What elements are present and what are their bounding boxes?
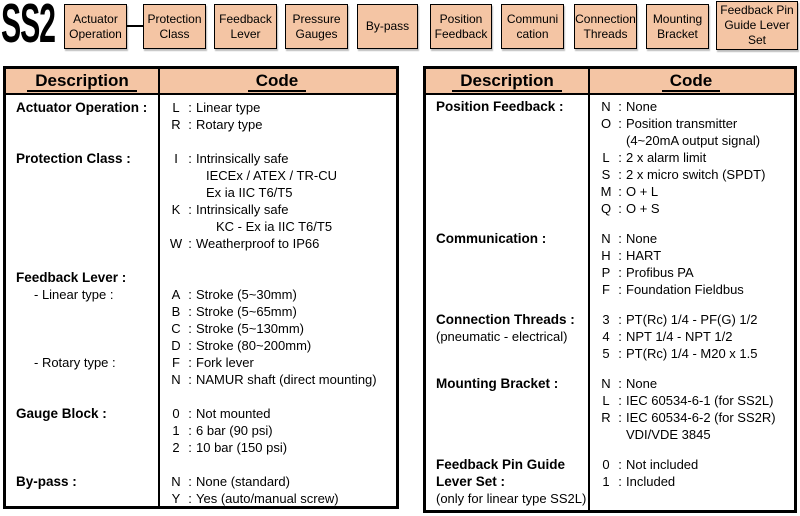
code-meaning-continuation: KC - Ex ia IIC T6/T5 xyxy=(216,219,333,234)
code-meaning: 6 bar (90 psi) xyxy=(196,423,273,438)
flow-box-feedback-pin-guide-lever-set xyxy=(716,1,798,50)
code-letter: N xyxy=(171,372,181,387)
option-group-label: Feedback Pin Guide xyxy=(436,457,566,472)
description-line xyxy=(436,392,588,409)
code-option-line xyxy=(598,132,794,149)
code-meaning: 10 bar (150 psi) xyxy=(196,440,288,455)
colon-separator: : xyxy=(188,151,192,166)
code-letter: F xyxy=(602,282,610,297)
flow-box-label: Set xyxy=(747,33,766,47)
description-line xyxy=(436,183,588,200)
code-option-line xyxy=(598,456,794,473)
flow-box-label: Feedback Pin xyxy=(720,3,794,17)
code-meaning: None (standard) xyxy=(196,474,290,489)
code-meaning: Fork lever xyxy=(196,355,254,370)
description-cell xyxy=(426,456,588,507)
code-meaning: Position transmitter xyxy=(626,116,738,131)
code-letter: L xyxy=(602,150,610,165)
table-body xyxy=(426,95,794,507)
code-option-line xyxy=(168,184,396,201)
connector-dash xyxy=(127,25,143,27)
option-group-label: Actuator Operation : xyxy=(16,100,148,115)
code-cell xyxy=(588,375,794,443)
description-line xyxy=(16,167,158,184)
code-option-line xyxy=(598,426,794,443)
colon-separator: : xyxy=(618,231,622,246)
table-section xyxy=(426,375,794,443)
colon-separator: : xyxy=(188,202,192,217)
code-meaning: Stroke (80~200mm) xyxy=(196,338,312,353)
code-meaning: 2 x alarm limit xyxy=(626,150,707,165)
flow-box-protection-class xyxy=(143,4,206,49)
colon-separator: : xyxy=(618,376,622,391)
colon-separator: : xyxy=(618,457,622,472)
code-meaning: NPT 1/4 - NPT 1/2 xyxy=(626,329,733,344)
code-letter: N xyxy=(171,474,181,489)
code-option-line xyxy=(598,166,794,183)
flow-box-pressure-gauges xyxy=(285,4,348,49)
code-letter: O xyxy=(600,116,612,131)
table-section xyxy=(426,456,794,507)
description-cell xyxy=(6,405,158,456)
code-option-line xyxy=(598,264,794,281)
flow-box-label: Feedback xyxy=(219,11,272,26)
code-option-line xyxy=(598,149,794,166)
code-option-line xyxy=(598,392,794,409)
colon-separator: : xyxy=(188,338,192,353)
code-option-line xyxy=(168,116,396,133)
code-meaning: Foundation Fieldbus xyxy=(626,282,744,297)
flow-box-label: Mounting xyxy=(652,11,703,26)
description-line xyxy=(436,345,588,362)
colon-separator: : xyxy=(618,474,622,489)
code-option-line xyxy=(598,473,794,490)
colon-separator: : xyxy=(618,116,622,131)
colon-separator: : xyxy=(618,150,622,165)
option-group-sublabel: - Linear type : xyxy=(34,287,114,302)
flow-box-label: Position xyxy=(439,11,483,26)
code-letter: S xyxy=(601,167,611,182)
colon-separator: : xyxy=(188,321,192,336)
description-line xyxy=(16,490,158,507)
code-option-line xyxy=(598,247,794,264)
colon-separator: : xyxy=(188,372,192,387)
description-line xyxy=(16,150,158,167)
code-meaning: PT(Rc) 1/4 - PF(G) 1/2 xyxy=(626,312,758,327)
code-cell xyxy=(158,99,396,133)
code-option-line xyxy=(168,439,396,456)
option-group-sublabel: (only for linear type SS2L) xyxy=(436,491,587,506)
code-header: Code xyxy=(158,69,396,93)
description-line xyxy=(16,269,158,286)
code-option-line xyxy=(598,409,794,426)
code-letter: 5 xyxy=(602,346,610,361)
table-section xyxy=(426,230,794,298)
code-meaning-continuation: IECEx / ATEX / TR-CU xyxy=(206,168,337,183)
description-line xyxy=(436,230,588,247)
code-letter: L xyxy=(602,393,610,408)
description-line xyxy=(436,426,588,443)
colon-separator: : xyxy=(188,236,192,251)
code-letter: M xyxy=(600,184,612,199)
colon-separator: : xyxy=(188,100,192,115)
code-meaning: Linear type xyxy=(196,100,261,115)
code-meaning: Intrinsically safe xyxy=(196,151,289,166)
option-group-label: By-pass : xyxy=(16,474,77,489)
description-line xyxy=(436,281,588,298)
code-letter: W xyxy=(169,236,183,251)
description-line xyxy=(436,473,588,490)
table-header-row xyxy=(426,69,794,95)
description-cell xyxy=(6,473,158,507)
option-group-sublabel: (pneumatic - electrical) xyxy=(436,329,568,344)
right-code-table xyxy=(423,66,797,513)
option-group-sublabel: - Rotary type : xyxy=(34,355,116,370)
description-line xyxy=(436,132,588,149)
option-group-label: Feedback Lever : xyxy=(16,270,127,285)
description-line xyxy=(436,409,588,426)
flow-box-label: Bracket xyxy=(657,26,698,41)
code-meaning: None xyxy=(626,231,658,246)
description-line xyxy=(436,328,588,345)
colon-separator: : xyxy=(618,184,622,199)
colon-separator: : xyxy=(188,304,192,319)
code-option-line xyxy=(598,281,794,298)
code-option-line xyxy=(598,200,794,217)
flow-box-communication xyxy=(501,4,564,49)
code-option-line xyxy=(168,235,396,252)
colon-separator: : xyxy=(618,346,622,361)
code-meaning: Stroke (5~30mm) xyxy=(196,287,297,302)
code-meaning: Rotary type xyxy=(196,117,263,132)
column-divider xyxy=(588,69,590,510)
column-divider xyxy=(158,69,160,506)
code-option-line xyxy=(168,201,396,218)
flow-box-label: Actuator xyxy=(73,11,118,26)
flow-box-feedback-lever xyxy=(214,4,277,49)
code-meaning: None xyxy=(626,376,658,391)
option-group-label: Mounting Bracket : xyxy=(436,376,559,391)
colon-separator: : xyxy=(618,201,622,216)
code-letter: N xyxy=(601,376,611,391)
colon-separator: : xyxy=(188,287,192,302)
code-letter: 1 xyxy=(172,423,180,438)
code-option-line xyxy=(168,354,396,371)
description-line xyxy=(436,149,588,166)
option-group-label: Lever Set : xyxy=(436,474,506,489)
table-section xyxy=(426,98,794,217)
code-meaning: Not mounted xyxy=(196,406,271,421)
description-cell xyxy=(426,375,588,443)
colon-separator: : xyxy=(618,282,622,297)
description-line xyxy=(16,286,158,303)
code-meaning: Yes (auto/manual screw) xyxy=(196,491,339,506)
code-option-line xyxy=(598,490,794,507)
code-option-line xyxy=(598,115,794,132)
description-line xyxy=(16,422,158,439)
description-line xyxy=(436,166,588,183)
flow-box-label: Operation xyxy=(69,26,122,41)
code-option-line xyxy=(598,375,794,392)
flow-box-label: Connection xyxy=(575,11,636,26)
code-letter: N xyxy=(601,231,611,246)
code-meaning: Included xyxy=(626,474,676,489)
code-option-line xyxy=(598,230,794,247)
description-line xyxy=(436,115,588,132)
code-meaning: Profibus PA xyxy=(626,265,694,280)
flow-box-label: Threads xyxy=(583,26,628,41)
code-option-line xyxy=(168,286,396,303)
flow-box-mounting-bracket xyxy=(646,4,709,49)
colon-separator: : xyxy=(618,248,622,263)
colon-separator: : xyxy=(618,393,622,408)
description-line xyxy=(16,473,158,490)
code-option-line xyxy=(168,167,396,184)
description-line xyxy=(436,490,588,507)
flow-box-label: By-pass xyxy=(365,19,410,33)
code-letter: Y xyxy=(171,491,181,506)
description-line xyxy=(16,99,158,116)
description-line xyxy=(16,201,158,218)
flow-box-connection-threads xyxy=(574,4,637,49)
flow-box-label: Class xyxy=(159,26,190,41)
description-cell xyxy=(6,269,158,388)
flow-box-label: Protection xyxy=(147,11,202,26)
code-option-line xyxy=(168,218,396,235)
colon-separator: : xyxy=(618,265,622,280)
code-meaning-continuation: Ex ia IIC T6/T5 xyxy=(206,185,293,200)
code-cell xyxy=(588,456,794,507)
code-meaning: HART xyxy=(626,248,662,263)
description-header: Description xyxy=(6,69,158,93)
table-section xyxy=(426,311,794,362)
colon-separator: : xyxy=(188,406,192,421)
code-letter: L xyxy=(172,100,180,115)
option-group-label: Gauge Block : xyxy=(16,406,107,421)
code-meaning: NAMUR shaft (direct mounting) xyxy=(196,372,377,387)
code-letter: 1 xyxy=(602,474,610,489)
code-meaning: O + S xyxy=(626,201,660,216)
code-option-line xyxy=(168,320,396,337)
code-cell xyxy=(588,98,794,217)
description-header: Description xyxy=(426,69,588,93)
code-option-line xyxy=(598,98,794,115)
code-meaning: 2 x micro switch (SPDT) xyxy=(626,167,766,182)
flow-box-actuator-operation xyxy=(64,4,127,49)
colon-separator: : xyxy=(188,423,192,438)
code-letter: P xyxy=(601,265,611,280)
code-cell xyxy=(588,311,794,362)
colon-separator: : xyxy=(188,474,192,489)
code-option-line xyxy=(598,328,794,345)
description-cell xyxy=(6,150,158,252)
description-line xyxy=(436,456,588,473)
code-letter: Q xyxy=(600,201,612,216)
code-letter: 0 xyxy=(172,406,180,421)
code-letter: D xyxy=(171,338,181,353)
description-cell xyxy=(426,311,588,362)
code-letter: C xyxy=(171,321,181,336)
description-cell xyxy=(426,230,588,298)
flow-box-position-feedback xyxy=(430,4,492,49)
code-cell xyxy=(158,150,396,252)
description-line xyxy=(16,218,158,235)
description-line xyxy=(16,371,158,388)
code-cell xyxy=(158,473,396,507)
flow-box-label: Feedback xyxy=(434,26,488,41)
code-option-line xyxy=(168,303,396,320)
colon-separator: : xyxy=(188,355,192,370)
code-letter: I xyxy=(174,151,178,166)
description-line xyxy=(16,439,158,456)
code-meaning: PT(Rc) 1/4 - M20 x 1.5 xyxy=(626,346,758,361)
code-header: Code xyxy=(588,69,794,93)
code-letter: 3 xyxy=(602,312,610,327)
table-section xyxy=(6,269,396,388)
description-line xyxy=(16,337,158,354)
description-cell xyxy=(426,98,588,217)
option-group-label: Protection Class : xyxy=(16,151,131,166)
code-meaning: Not included xyxy=(626,457,699,472)
code-option-line xyxy=(168,371,396,388)
description-line xyxy=(436,375,588,392)
code-meaning: Stroke (5~65mm) xyxy=(196,304,297,319)
code-letter: K xyxy=(171,202,181,217)
option-group-label: Connection Threads : xyxy=(436,312,575,327)
description-line xyxy=(16,116,158,133)
code-cell xyxy=(158,269,396,388)
flow-box-label: Guide Lever xyxy=(724,18,790,32)
code-option-line xyxy=(168,405,396,422)
option-group-label: Communication : xyxy=(436,231,547,246)
colon-separator: : xyxy=(618,312,622,327)
code-meaning: Weatherproof to IP66 xyxy=(196,236,320,251)
flow-box-label: Gauges xyxy=(295,26,338,41)
table-body xyxy=(6,95,396,507)
code-meaning: O + L xyxy=(626,184,659,199)
code-letter: 4 xyxy=(602,329,610,344)
table-section xyxy=(6,150,396,252)
code-letter: B xyxy=(171,304,181,319)
description-line xyxy=(16,184,158,201)
description-line xyxy=(436,264,588,281)
description-cell xyxy=(6,99,158,133)
code-option-line xyxy=(168,269,396,286)
description-line xyxy=(16,354,158,371)
code-meaning: Intrinsically safe xyxy=(196,202,289,217)
description-line xyxy=(16,405,158,422)
code-option-line xyxy=(598,345,794,362)
flow-box-label: Lever xyxy=(230,26,261,41)
description-line xyxy=(16,235,158,252)
left-code-table xyxy=(3,66,399,509)
code-meaning: None xyxy=(626,99,658,114)
code-cell xyxy=(588,230,794,298)
table-section xyxy=(6,405,396,456)
code-option-line xyxy=(168,473,396,490)
description-line xyxy=(16,320,158,337)
code-meaning: IEC 60534-6-2 (for SS2R) xyxy=(626,410,776,425)
description-line xyxy=(16,303,158,320)
code-meaning: Stroke (5~130mm) xyxy=(196,321,305,336)
description-line xyxy=(436,98,588,115)
code-option-line xyxy=(168,99,396,116)
code-option-line xyxy=(168,490,396,507)
table-section xyxy=(6,99,396,133)
description-line xyxy=(436,200,588,217)
code-option-line xyxy=(168,337,396,354)
description-line xyxy=(436,247,588,264)
colon-separator: : xyxy=(618,329,622,344)
table-section xyxy=(6,473,396,507)
code-cell xyxy=(158,405,396,456)
code-option-line xyxy=(598,311,794,328)
code-meaning-continuation: (4~20mA output signal) xyxy=(626,133,761,148)
code-option-line xyxy=(168,422,396,439)
flow-box-by-pass xyxy=(357,4,418,49)
flow-box-label: Pressure xyxy=(292,11,341,26)
code-letter: R xyxy=(171,117,181,132)
code-letter: 0 xyxy=(602,457,610,472)
table-header-row xyxy=(6,69,396,95)
colon-separator: : xyxy=(618,410,622,425)
flow-box-label: Communi xyxy=(506,11,559,26)
colon-separator: : xyxy=(188,491,192,506)
option-group-label: Position Feedback : xyxy=(436,99,564,114)
code-option-line xyxy=(598,183,794,200)
colon-separator: : xyxy=(618,167,622,182)
flow-box-label: cation xyxy=(516,26,549,41)
code-letter: N xyxy=(601,99,611,114)
colon-separator: : xyxy=(188,117,192,132)
code-meaning: IEC 60534-6-1 (for SS2L) xyxy=(626,393,774,408)
colon-separator: : xyxy=(188,440,192,455)
colon-separator: : xyxy=(618,99,622,114)
code-option-line xyxy=(168,150,396,167)
code-meaning-continuation: VDI/VDE 3845 xyxy=(626,427,711,442)
code-letter: H xyxy=(601,248,611,263)
code-letter: R xyxy=(601,410,611,425)
code-letter: 2 xyxy=(172,440,180,455)
model-code: SS2 xyxy=(1,0,55,54)
code-letter: A xyxy=(171,287,181,302)
description-line xyxy=(436,311,588,328)
code-letter: F xyxy=(172,355,180,370)
